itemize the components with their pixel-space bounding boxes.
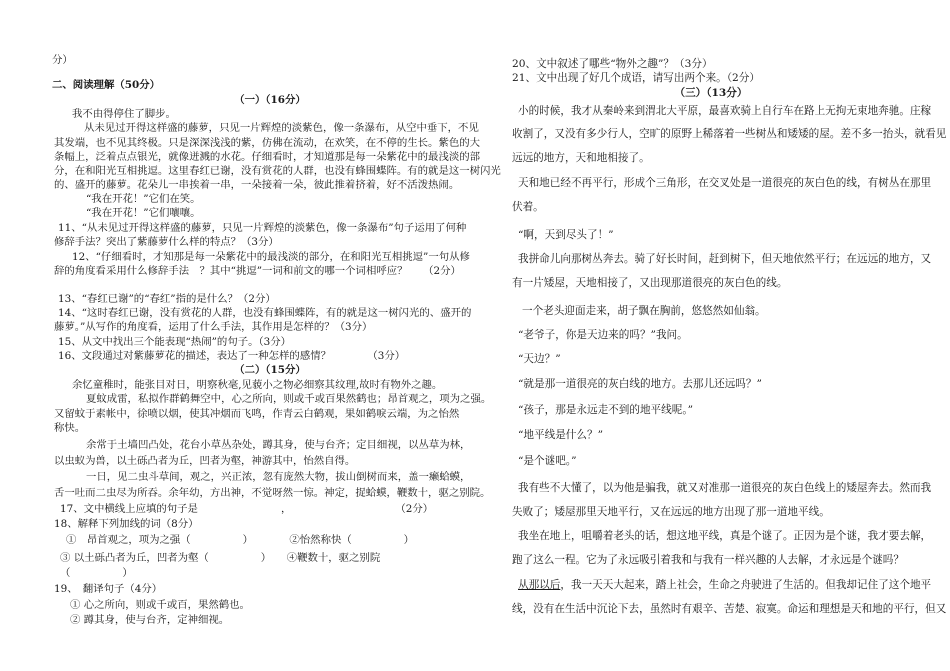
text-line: “天边？” (518, 353, 561, 365)
text-line: 我坐在地上，咀嚼着老头的话，想这地平线，真是个谜了。正因为是个谜，我才要去解， (518, 530, 932, 542)
text-line: 从未见过开得这样盛的藤萝，只见一片辉煌的淡紫色，像一条瀑布，从空中垂下，不见 (84, 122, 479, 134)
text-line: 远远的地方，天和地相接了。 (512, 152, 650, 164)
text-line: 一日，见二虫斗草间，观之，兴正浓，忽有庞然大物，拔山倒树而来，盖一癞蛤蟆， (86, 471, 471, 483)
text-line: 又留蚊于素帐中，徐喷以烟，使其冲烟而飞鸣，作青云白鹤观，果如鹤唳云端，为之怡然 (54, 408, 460, 420)
text-line: “是个谜吧。” (518, 455, 577, 467)
question-12: 12、“仔细看时，才知那是每一朵紫花中的最浅淡的部分，在和阳光互相挑逗”一句从修 (72, 251, 470, 263)
text-line: 其发端，也不见其终极。只是深深浅浅的紫，仿佛在流动，在欢笑，在不停的生长。紫色的大 (54, 137, 481, 149)
text-line: “老爷子，你是天边来的吗？”我问。 (518, 329, 688, 341)
text-line: 辞的角度看采用什么修辞手法 ？其中“挑逗”一词和前文的哪一个词相呼应？ （2分） (54, 265, 461, 277)
text-line: 条幅上，泛着点点银光，就像迸溅的水花。仔细看时，才知道那是每一朵紫花中的最浅淡的部 (54, 151, 481, 163)
text-line: “地平线是什么？” (518, 429, 603, 441)
text-line: 跑了这么一程。它为了永远吸引着我和与我有一样兴趣的人去解，才永远是个谜吗？ (512, 554, 904, 566)
text-line: 修辞手法？突出了紫藤萝什么样的特点？（3分） (54, 236, 279, 248)
text-line: 余忆童稚时，能张目对日，明察秋毫,见藐小之物必细察其纹理,故时有物外之趣。 (72, 379, 443, 391)
text-line: 舌一吐而二虫尽为所吞。余年幼，方出神，不觉呀然一惊。神定，捉蛤蟆，鞭数十，驱之别院。 (54, 487, 491, 499)
question-16: 16、文段通过对紫藤萝花的描述，表达了一种怎样的感情？ （3分） (58, 350, 406, 362)
question-21: 21、文中出现了好几个成语，请写出两个来。（2分） (512, 72, 760, 84)
text-line: 一个老头迎面走来，胡子飘在胸前，悠悠然如仙翁。 (522, 305, 766, 317)
text-line: 余常于土墙凹凸处，花台小草丛杂处，蹲其身，使与台齐；定目细视，以丛草为林， (86, 439, 471, 451)
text-line: 失败了；矮屋那里天地平行，又在远远的地方出现了那一道地平线。 (512, 506, 830, 518)
section-subheading: （三）（13分） (674, 87, 748, 99)
text-line: “啊，天到尽头了！” (518, 229, 614, 241)
text-line: 小的时候，我才从秦岭来到渭北大平原，最喜欢骑上自行车在路上无拘无束地奔驰。庄稼 (518, 105, 932, 117)
question-20: 20、文中叙述了哪些“物外之趣”？（3分） (512, 58, 713, 70)
text-line: ③ 以土砾凸者为丘，凹者为壑（ ） ④鞭数十，驱之别院 (60, 552, 381, 564)
text-line: 分，在和阳光互相挑逗。这里春红已谢，没有赏花的人群，也没有蜂围蝶阵。有的就是这一树闪光 (54, 165, 501, 177)
section-heading: 二、阅读理解（50分） (52, 79, 160, 91)
question-19: 19、 翻译句子（4分） (54, 583, 163, 595)
text-line: ② 蹲其身，使与台齐，定神细视。 (70, 614, 230, 626)
text-line: ① 心之所向，则或千或百，果然鹤也。 (70, 599, 250, 611)
text-line (518, 578, 931, 592)
text-line: 线，没有在生活中沉论下去，虽然时有艰辛、苦楚、寂寞。命运和理想是天和地的平行，但又 (512, 603, 947, 615)
text-line: “就是那一道很亮的灰白线的地方。去那儿还远吗？” (518, 378, 762, 390)
text-line: 夏蚊成雷，私拟作群鹤舞空中，心之所向，则或千或百果然鹤也；昂首观之，项为之强。 (86, 393, 492, 405)
text-line: （ ） (60, 567, 133, 579)
text-line: 收割了，又没有多少行人，空旷的原野上稀落着一些树丛和矮矮的屋。差不多一抬头，就看见 (512, 128, 947, 140)
section-subheading: （一）（16分） (234, 94, 306, 106)
text-line: 的、盛开的藤萝。花朵儿一串挨着一串，一朵接着一朵，彼此推着挤着，好不活泼热闹。 (54, 179, 460, 191)
text-line: “我在开花！”它们嚷嚷。 (86, 207, 201, 219)
text-line: 分） (52, 54, 73, 66)
question-15: 15、从文中找出三个能表现“热闹”的句子。（3分） (58, 336, 292, 348)
text-line: 我拼命儿向那树丛奔去。骑了好长时间，赶到树下，但天地依然平行；在远远的地方，又 (518, 253, 932, 265)
question-11: 11、“从未见过开得这样盛的藤萝，只见一片辉煌的淡紫色，像一条瀑布”句子运用了何种 (58, 222, 467, 234)
text-line: “我在开花！”它们在笑。 (86, 193, 201, 205)
text-line: 藤萝。”从写作的角度看，运用了什么手法，其作用是怎样的？（3分） (54, 321, 373, 333)
text-line: 天和地已经不再平行，形成个三角形，在交叉处是一道很亮的灰白色的线，有树丛在那里 (518, 177, 932, 189)
underlined-phrase: 从那以后 (518, 579, 561, 591)
question-18: 18、解释下列加线的词（8分） (54, 518, 199, 530)
text-rest: ，我一天天大起来，踏上社会，生命之舟驶进了生活的。但我却记住了这个地平 (560, 579, 932, 591)
section-subheading: （二）（15分） (234, 364, 306, 376)
text-line: 我不由得停住了脚步。 (72, 108, 176, 120)
question-17: 17、文中横线上应填的句子是 ， （2分） (60, 503, 434, 515)
text-line: 称快。 (54, 422, 86, 434)
text-line: 有一片矮屋，天地相接了，又出现那道很亮的灰白色的线。 (512, 277, 788, 289)
text-line: 伏着。 (512, 201, 544, 213)
text-line: “孩子，那是永远走不到的地平线呢。” (518, 404, 694, 416)
text-line: 以虫蚁为兽，以土砾凸者为丘，凹者为壑，神游其中，怡然自得。 (54, 455, 356, 467)
question-13: 13、“春红已谢”的“春红”指的是什么？（2分） (58, 293, 276, 305)
text-line: ① 昂首观之，项为之强（ ） ②怡然称快（ ） (66, 534, 415, 546)
question-14: 14、“这时春红已谢，没有赏花的人群，也没有蜂围蝶阵，有的就是这一树闪光的、盛开的 (58, 307, 472, 319)
text-line: 我有些不大懂了，以为他是骗我，就又对准那一道很亮的灰白色线上的矮屋奔去。然而我 (518, 482, 932, 494)
